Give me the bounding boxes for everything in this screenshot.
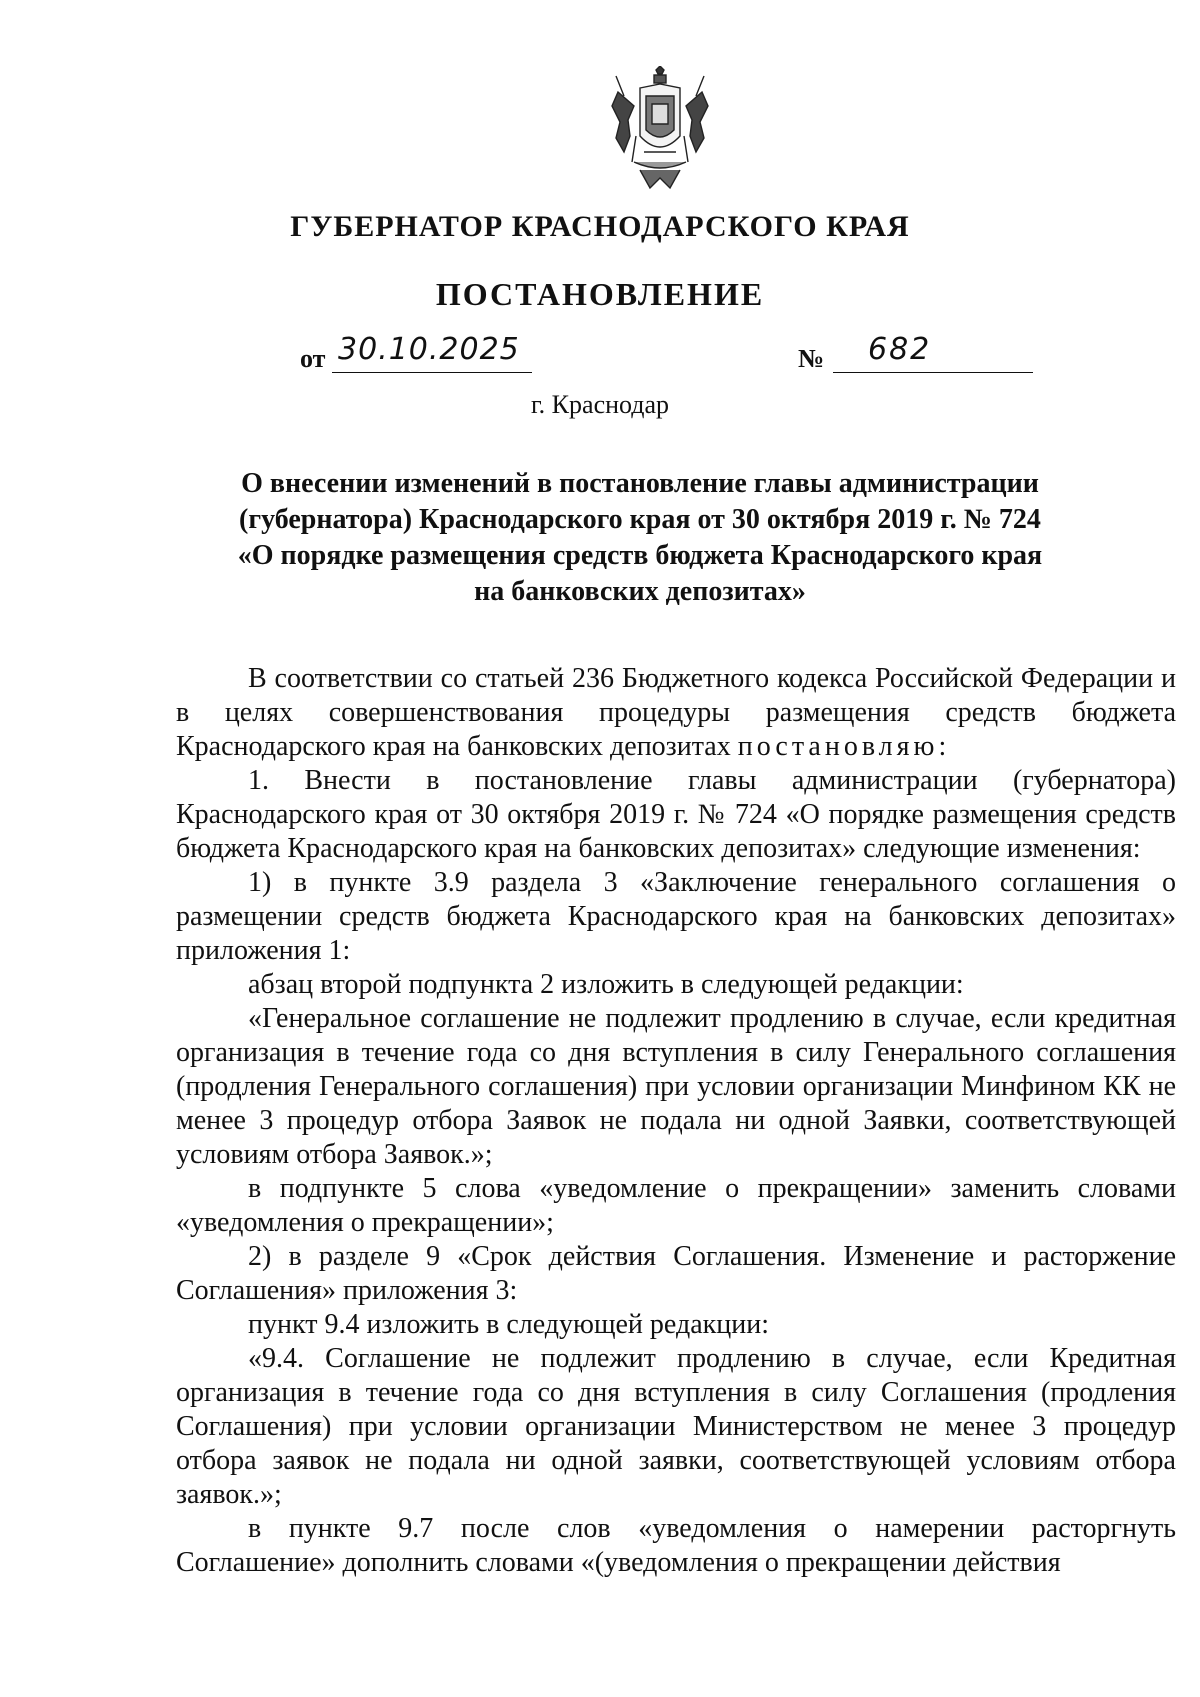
number-underline — [833, 372, 1033, 373]
date-prefix: от — [300, 344, 326, 373]
document-body — [176, 662, 1176, 1580]
preamble-text: В соответствии со статьей 236 Бюджетного кодекса Российской Федерации и в целях совершенствования процедуры размещения средств бюджета Краснодарского края на банковских депозитах — [176, 663, 1176, 762]
body-paragraph: «9.4. Соглашение не подлежит продлению в случае, если Кредитная организация в течение года со дня вступления в силу Соглашения (продления Соглашения) при условии организации Министерством не менее 3 процедур отбора заявок не подала ни одной заявки, соответствующей условиям отбора заявок.»; — [176, 1343, 1176, 1510]
document-number: 682 — [868, 332, 932, 367]
resolution-keyword: постановляю: — [737, 731, 951, 762]
coat-of-arms-emblem — [610, 66, 710, 194]
body-paragraph-preamble — [176, 662, 1176, 764]
title-line: (губернатора) Краснодарского края от 30 октября 2019 г. № 724 — [239, 504, 1041, 535]
city-name: г. Краснодар — [530, 390, 670, 419]
document-date: 30.10.2025 — [338, 332, 520, 367]
body-paragraph: в подпункте 5 слова «уведомление о прекращении» заменить словами «уведомления о прекращении»; — [176, 1173, 1176, 1238]
number-prefix: № — [798, 344, 825, 373]
body-paragraph: 2) в разделе 9 «Срок действия Соглашения. Изменение и расторжение Соглашения» приложения 3: — [176, 1241, 1176, 1306]
body-paragraph: 1. Внести в постановление главы администрации (губернатора) Краснодарского края от 30 октября 2019 г. № 724 «О порядке размещения средств бюджета Краснодарского края на банковских депозитах» следующие изменения: — [176, 765, 1176, 864]
title-line: на банковских депозитах» — [474, 576, 806, 607]
body-paragraph: пункт 9.4 изложить в следующей редакции: — [248, 1309, 769, 1340]
body-paragraph: абзац второй подпункта 2 изложить в следующей редакции: — [248, 969, 964, 1000]
body-paragraph: «Генеральное соглашение не подлежит продлению в случае, если кредитная организация в течение года со дня вступления в силу Генерального соглашения (продления Генерального соглашения) при условии организации Минфином КК не менее 3 процедур отбора Заявок не подала ни одной Заявки, соответствующей условиям отбора Заявок.»; — [176, 1003, 1176, 1170]
document-title — [200, 466, 1080, 610]
body-paragraph: 1) в пункте 3.9 раздела 3 «Заключение генерального соглашения о размещении средств бюджета Краснодарского края на банковских депозитах» приложения 1: — [176, 867, 1176, 966]
document-type: ПОСТАНОВЛЕНИЕ — [435, 276, 765, 312]
body-paragraph: в пункте 9.7 после слов «уведомления о намерении расторгнуть Соглашение» дополнить словами «(уведомления о прекращении действия — [176, 1513, 1176, 1578]
issuing-authority: ГУБЕРНАТОР КРАСНОДАРСКОГО КРАЯ — [290, 210, 910, 243]
date-underline — [332, 372, 532, 373]
title-line: О внесении изменений в постановление главы администрации — [241, 468, 1039, 499]
title-line: «О порядке размещения средств бюджета Краснодарского края — [237, 540, 1043, 571]
